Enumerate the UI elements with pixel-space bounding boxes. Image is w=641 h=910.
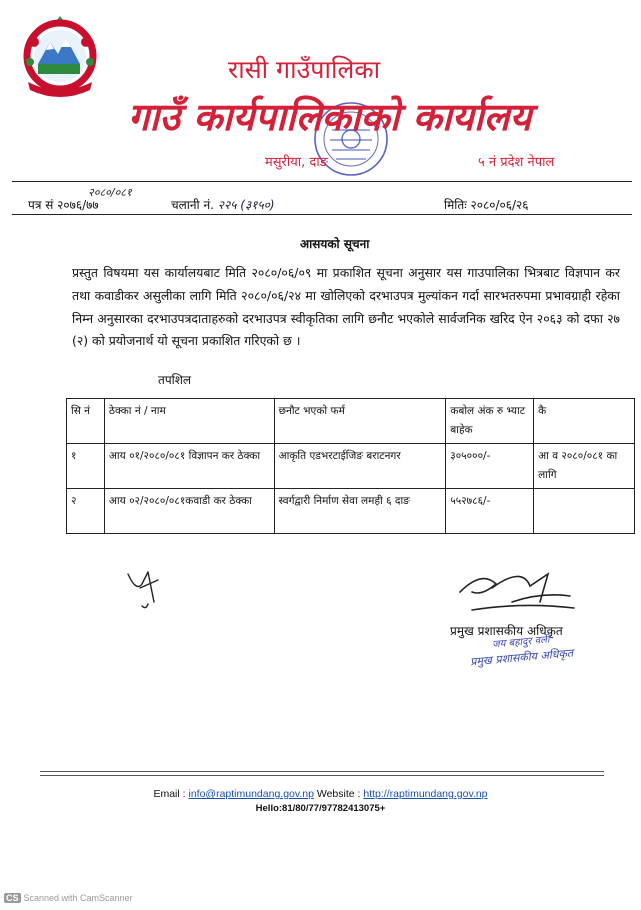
reference-number: पत्र सं २०७६/७७ bbox=[28, 198, 99, 212]
column-header: ठेक्का नं / नाम bbox=[104, 399, 274, 444]
dispatch-number bbox=[171, 196, 275, 213]
table-cell-amount: ५५२७८६/- bbox=[446, 489, 534, 534]
notice-body: प्रस्तुत विषयमा यस कार्यालयबाट मिति २०८०/०६/०९ मा प्रकाशित सूचना अनुसार यस गाउपालिका भित्रबाट विज्ञपान कर तथा कवाडीकर असुलीका लागि मिति २०८०/०६/२४ मा खोलिएको दरभाउपत्र मुल्यांकन गर्दा सारभतरुपमा प्रभावग्राही रहेका निम्न अनुसारका दरभाउपत्रदाताहरुको दरभाउपत्र स्वीकृतिका लागि छनौट भएकोले सार्वजनिक खरिद ऐन २०६३ को दफा २७ (२) को प्रयोजनार्थ यो सूचना प्रकाशित गरिएको छ । bbox=[72, 265, 620, 349]
header-divider bbox=[12, 181, 632, 182]
date-value: २०८०/०६/२६ bbox=[470, 198, 529, 212]
table-row bbox=[67, 489, 635, 534]
table-cell-contract: आय ०१/२०८०/०८१ विज्ञापन कर ठेक्का bbox=[104, 444, 274, 489]
nepal-emblem-icon bbox=[14, 12, 106, 98]
footer-divider bbox=[40, 771, 604, 772]
table-row bbox=[67, 444, 635, 489]
scanner-text: Scanned with CamScanner bbox=[23, 893, 133, 903]
date-label: मितिः bbox=[444, 198, 467, 212]
dispatch-label: चलानी नं. bbox=[171, 198, 214, 212]
table-cell-remark bbox=[534, 489, 635, 534]
office-title: गाउँ कार्यपालिकाको कार्यालय bbox=[128, 94, 532, 139]
scanner-watermark bbox=[4, 893, 133, 903]
footer-phone: Hello:81/80/77/97782413075+ bbox=[255, 803, 386, 814]
office-name: रासी गाउँपालिका bbox=[228, 55, 381, 84]
schedule-label: तपशिल bbox=[158, 373, 192, 387]
table-cell-serial: २ bbox=[67, 489, 105, 534]
column-header: छनौट भएको फर्म bbox=[274, 399, 446, 444]
initial-signature-icon bbox=[118, 562, 176, 614]
dispatch-value: २२५ (३१५०) bbox=[217, 198, 275, 212]
table-header-row bbox=[67, 399, 635, 444]
office-address: मसुरीया, दाङ bbox=[265, 155, 328, 170]
table-cell-firm: स्वर्गद्वारी निर्माण सेवा लमही ६ दाङ bbox=[274, 489, 446, 534]
stamp-officer-name: जय बहादुर वली bbox=[491, 634, 551, 651]
table-cell-serial: १ bbox=[67, 444, 105, 489]
footer-contact bbox=[0, 788, 641, 800]
email-label: Email : bbox=[153, 788, 189, 800]
notice-title: आसयको सूचना bbox=[300, 237, 370, 251]
table-cell-firm: आकृति एडभरटाईजिङ बराटनगर bbox=[274, 444, 446, 489]
office-province: ५ नं प्रदेश नेपाल bbox=[478, 155, 555, 170]
stamp-officer-title: प्रमुख प्रशासकीय अधिकृत bbox=[469, 646, 574, 669]
email-link[interactable]: info@raptimundang.gov.np bbox=[188, 788, 314, 800]
letter-date bbox=[444, 196, 529, 213]
column-header: सि नं bbox=[67, 399, 105, 444]
footer-divider bbox=[40, 775, 604, 776]
officer-signature-icon bbox=[452, 562, 582, 620]
camscanner-icon: CS bbox=[6, 893, 19, 903]
table-cell-amount: ३०५०००/- bbox=[446, 444, 534, 489]
column-header: कै bbox=[534, 399, 635, 444]
reference-number-handwritten: २०८०/०८१ bbox=[88, 186, 132, 199]
column-header: कबोल अंक रु भ्याट बाहेक bbox=[446, 399, 534, 444]
website-link[interactable]: http://raptimundang.gov.np bbox=[363, 788, 488, 800]
table-cell-remark: आ व २०८०/०८१ का लागि bbox=[534, 444, 635, 489]
contracts-table bbox=[66, 398, 635, 534]
website-label: Website : bbox=[313, 788, 364, 800]
reference-divider bbox=[12, 214, 632, 215]
signatory-designation: प्रमुख प्रशासकीय अधिकृत bbox=[450, 624, 563, 638]
table-cell-contract: आय ०२/२०८०/०८१कवाडी कर ठेक्का bbox=[104, 489, 274, 534]
